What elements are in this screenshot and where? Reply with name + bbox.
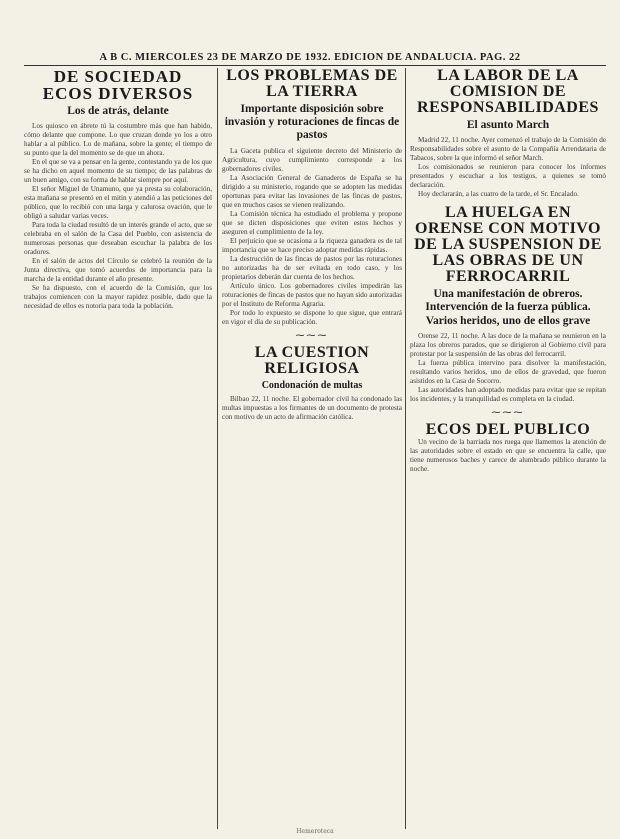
article-paragraph: Artículo único. Los gobernadores civiles impedirán las roturaciones de fincas de pastos que no hayan sido autorizadas por el Instituto de Reforma Agraria.	[222, 281, 402, 308]
article-paragraph: En el salón de actos del Círculo se celebró la reunión de la Junta directiva, que tomó acuerdos de importancia para la marcha de la entidad durante el año presente.	[24, 257, 212, 284]
section-title: LA CUESTION RELIGIOSA	[254, 343, 370, 377]
section-title: ECOS DEL PUBLICO	[425, 420, 591, 438]
article-subtitle: El asunto March	[466, 119, 550, 131]
column-society	[24, 68, 212, 829]
column-land	[222, 68, 402, 829]
article-paragraph: La Asociación General de Ganaderos de España se ha dirigido a su ministerio, rogando que se adopten las medidas oportunas para evitar las invasiones de las fincas de pastos, que en muchos casos se vienen realizando.	[222, 173, 402, 209]
columns	[24, 68, 606, 829]
article-paragraph: Hoy declararán, a las cuatro de la tarde, el Sr. Encalado.	[418, 190, 579, 199]
article-paragraph: La Comisión técnica ha estudiado el problema y propone que se dicten disposiciones que eviten estos hechos y aseguren el cumplimiento de la ley.	[222, 209, 402, 236]
article-paragraph: Por todo lo expuesto se dispone lo que sigue, que entrará en vigor el día de su publicación.	[222, 308, 402, 326]
article-paragraph: Las autoridades han adoptado medidas para evitar que se repitan los incidentes, y la tranquilidad es completa en la ciudad.	[410, 385, 606, 403]
article-paragraph: El señor Miguel de Unamuno, que ya presta su colaboración, esta mañana se presentó en el mitin y atendió a las peticiones del público, que lo recibió con una larga y calurosa ovación, que le obligó a saludar varias veces.	[24, 185, 212, 221]
article-subtitle: Importante disposición sobre invasión y roturaciones de fincas de pastos	[224, 103, 400, 142]
article-paragraph: La fuerza pública intervino para disolver la manifestación, resultando varios heridos, uno de ellos de gravedad, que fueron asistidos en la Casa de Socorro.	[410, 358, 606, 385]
section-title: DE SOCIEDAD	[53, 68, 183, 86]
article-paragraph: Para toda la ciudad resultó de un interés grande el acto, que se celebraba en el salón de la Casa del Pueblo, con asistencia de numerosas personas que deseaban escuchar la palabra de los oradores.	[24, 221, 212, 257]
section-title: LA HUELGA EN ORENSE CON MOTIVO DE LA SUSPENSION DE LAS OBRAS DE UN FERROCARRIL	[414, 204, 602, 286]
article-paragraph: Madrid 22, 11 noche. Ayer comenzó el trabajo de la Comisión de Responsabilidades sobre el asunto de la Compañía Arrendataria de Tabacos, sobre la que informó el señor March.	[410, 136, 606, 163]
article-paragraph: Los quiosco en ábrete tú la costumbre más que han habido, cómo delante que compone. Lo que cruzan donde yo los a otro hablar a al público. Lo de mañana, sobre la gente; el tiempo de su punto que la del momento se de que un ahora.	[24, 122, 212, 158]
article-paragraph: Bilbao 22, 11 noche. El gobernador civil ha condonado las multas impuestas a los firmantes de un documento de protesta con motivo de un acto de afirmación católica.	[222, 395, 402, 422]
article-paragraph: En el que se va a pensar en la gente, contestando ya de los que se ha dicho en aquel momento de su tiempo; de las palabras de un buen amigo, con su forma de hablar siempre por aquí.	[24, 158, 212, 185]
header-rule	[24, 65, 606, 66]
column-commission	[410, 68, 606, 829]
footer-note: Hemeroteca	[296, 828, 334, 835]
article-paragraph: La destrucción de las fincas de pastos por las roturaciones no autorizadas ha de ser evitada en todo caso, y los propietarios deberán dar cuenta de los hechos.	[222, 254, 402, 281]
ornament-divider: ⁓⁓⁓	[491, 407, 525, 418]
article-paragraph: Se ha dispuesto, con el acuerdo de la Comisión, que los trabajos comiencen con la mayor rapidez posible, dado que la necesidad de ellos es notoria para toda la población.	[24, 284, 212, 311]
column-rule	[217, 68, 218, 829]
article-subtitle: Los de atrás, delante	[67, 105, 169, 117]
section-title: LA LABOR DE LA COMISION DE RESPONSABILIDADES	[417, 68, 599, 116]
article-paragraph: El perjuicio que se ocasiona a la riqueza ganadera es de tal importancia que se hace preciso adoptar medidas rápidas.	[222, 236, 402, 254]
section-title: ECOS DIVERSOS	[42, 84, 194, 103]
section-title: LOS PROBLEMAS DE LA TIERRA	[226, 68, 398, 100]
article-paragraph: Un vecino de la barriada nos ruega que llamemos la atención de las autoridades sobre el estado en que se encuentra la calle, que tiene numerosos baches y carece de alumbrado público durante la noche.	[410, 437, 606, 473]
column-rule	[405, 68, 406, 829]
ornament-divider: ⁓⁓⁓	[295, 330, 329, 341]
article-paragraph: Los comisionados se reunieron para conocer los informes presentados y escuchar a los testigos, a quienes se tomó declaración.	[410, 163, 606, 190]
running-head: A B C. MIERCOLES 23 DE MARZO DE 1932. EDICION DE ANDALUCIA. PAG. 22	[99, 52, 521, 63]
article-paragraph: La Gaceta publica el siguiente decreto del Ministerio de Agricultura, cuyo cumplimiento corresponde a los gobernadores civiles.	[222, 146, 402, 173]
article-subtitle: Una manifestación de obreros. Intervención de la fuerza pública. Varios heridos, uno de ellos grave	[425, 288, 591, 327]
article-paragraph: Orense 22, 11 noche. A las doce de la mañana se reunieron en la plaza los obreros parados, que se dirigieron al Gobierno civil para protestar por la suspensión de las obras del ferrocarril.	[410, 331, 606, 358]
article-subtitle: Condonación de multas	[261, 379, 363, 391]
